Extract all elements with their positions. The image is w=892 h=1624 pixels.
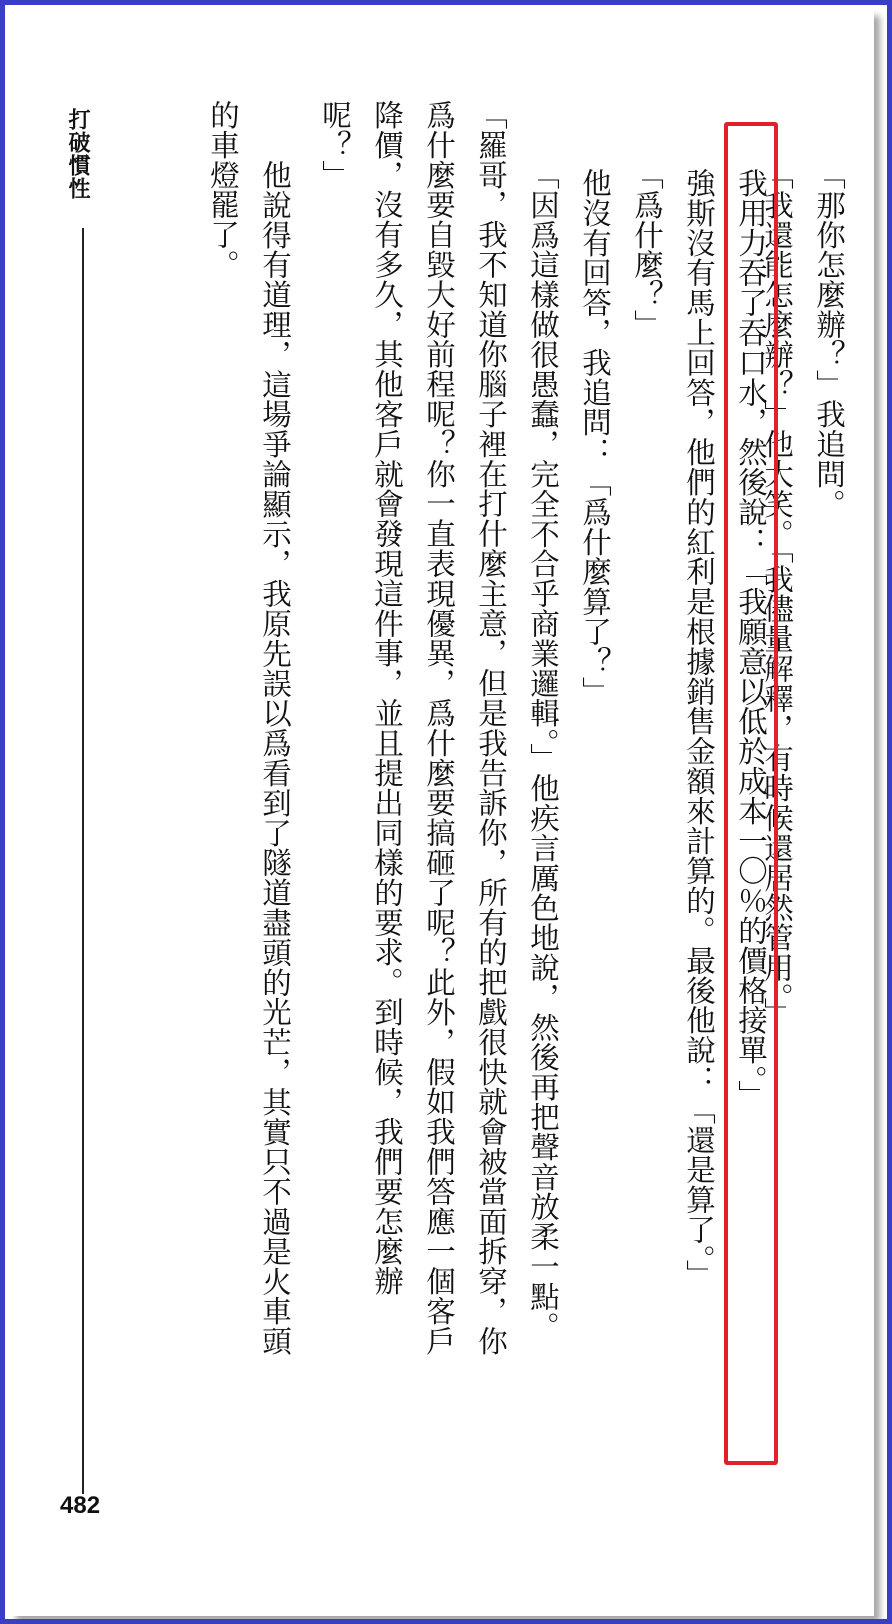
text-column-2: 「我還能怎麼辦？」他大笑。「我儘量解釋，有時候還居然管用。」 <box>760 160 794 1028</box>
text-column-5: 「爲什麼？」 <box>630 160 664 340</box>
text-column-4: 強斯沒有馬上回答，他們的紅利是根據銷售金額來計算的。最後他說：「還是算了。」 <box>682 168 716 1290</box>
highlight-box <box>724 122 778 1465</box>
text-column-9: 爲什麼要自毀大好前程呢？你一直表現優異，爲什麼要搞砸了呢？此外，假如我們答應一個客戶 <box>422 100 456 1356</box>
text-column-1: 「那你怎麼辦？」我追問。 <box>812 160 846 519</box>
text-column-8: 「羅哥，我不知道你腦子裡在打什麼主意，但是我告訴你，所有的把戲很快就會被當面拆穿，你 <box>474 100 508 1356</box>
text-column-13: 的車燈罷了。 <box>206 100 240 280</box>
text-column-10: 降價，沒有多久，其他客戶就會發現這件事，並且提出同樣的要求。到時候，我們要怎麼辦 <box>370 100 404 1296</box>
text-column-6: 他沒有回答，我追問：「爲什麼算了？」 <box>578 168 612 707</box>
page-number: 482 <box>60 1492 101 1519</box>
text-column-11: 呢？」 <box>318 100 352 190</box>
text-column-12: 他說得有道理，這場爭論顯示，我原先誤以爲看到了隧道盡頭的光芒，其實只不過是火車頭 <box>258 160 292 1356</box>
text-column-7: 「因爲這樣做很愚蠢，完全不合乎商業邏輯。」他疾言厲色地說，然後再把聲音放柔一點。 <box>526 160 560 1342</box>
running-head: 打破慣性 <box>65 108 90 200</box>
text-column-3-highlighted: 我用力吞了吞口水，然後說：「我願意以低於成本一〇％的價格接單。」 <box>734 168 768 1111</box>
running-head-rule <box>82 228 84 1494</box>
